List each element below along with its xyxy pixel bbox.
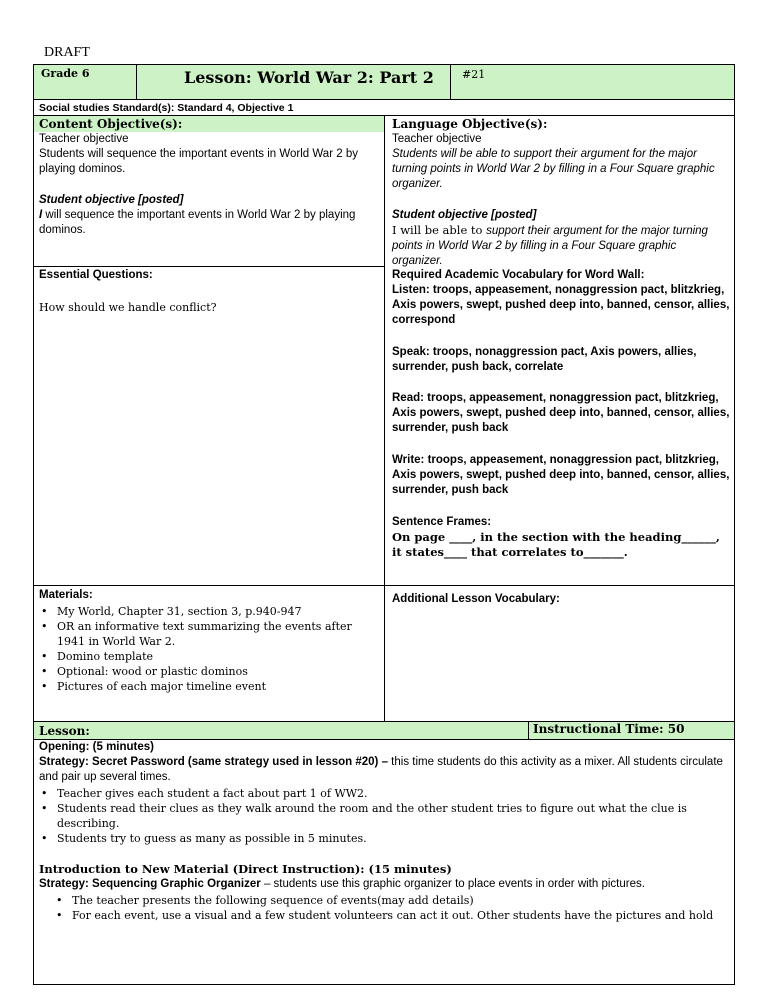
intro-step: • The teacher presents the following sequence of events(may add details) xyxy=(52,893,729,908)
language-student-objective xyxy=(392,223,730,269)
opening-steps xyxy=(37,786,729,846)
materials-item: • My World, Chapter 31, section 3, p.940-947 xyxy=(37,604,379,619)
language-teacher-label: Teacher objective xyxy=(392,133,482,145)
intro-strategy xyxy=(39,877,729,892)
content-objective-label: Content Objective(s): xyxy=(39,117,183,131)
instructional-time xyxy=(528,722,734,739)
essential-question: How should we handle conflict? xyxy=(39,301,217,314)
materials-item: • Pictures of each major timeline event xyxy=(37,679,379,694)
instructional-time-text: Instructional Time: 50 xyxy=(533,722,685,736)
opening-step: • Students read their clues as they walk around the room and the other student tries to figure out what the clue is describing. xyxy=(37,801,729,831)
header-divider xyxy=(136,65,137,99)
vocab-listen: Listen: troops, appeasement, nonaggression pact, blitzkrieg, Axis powers, swept, pushed deep into, banned, censor, allies, correspond xyxy=(392,284,730,326)
vocab-speak: Speak: troops, nonaggression pact, Axis powers, allies, surrender, push back, correlate xyxy=(392,346,697,373)
intro-heading: Introduction to New Material (Direct Instruction): (15 minutes) xyxy=(39,862,452,876)
language-student-label: Student objective [posted] xyxy=(392,209,537,221)
grade-label: Grade 6 xyxy=(41,67,90,80)
intro-strategy-text: – students use this graphic organizer to place events in order with pictures. xyxy=(260,878,645,890)
content-teacher-objective: Students will sequence the important events in World War 2 by playing dominos. xyxy=(39,148,358,175)
vocab-write: Write: troops, appeasement, nonaggression pact, blitzkrieg, Axis powers, swept, pushed deep into, banned, censor, allies, surrender, push back xyxy=(392,454,730,496)
lesson-plan-table xyxy=(33,64,735,985)
content-student-label: Student objective [posted] xyxy=(39,194,184,206)
opening-strategy-name: Strategy: Secret Password (same strategy used in lesson #20) – xyxy=(39,756,388,768)
vocab-label: Required Academic Vocabulary for Word Wall: xyxy=(392,269,645,281)
additional-vocab-label: Additional Lesson Vocabulary: xyxy=(392,593,560,605)
column-divider xyxy=(384,115,385,722)
standard-text: Social studies Standard(s): Standard 4, Objective 1 xyxy=(39,102,294,114)
materials-item: • Optional: wood or plastic dominos xyxy=(37,664,379,679)
opening-strategy-text: this time students do this activity as a mixer. All students circulate and pair up several times. xyxy=(39,756,723,783)
materials-list xyxy=(37,604,379,694)
materials-item: • OR an informative text summarizing the events after 1941 in World War 2. xyxy=(37,619,379,649)
lesson-header xyxy=(34,65,734,100)
lesson-label: Lesson: xyxy=(39,724,90,738)
lesson-title: Lesson: World War 2: Part 2 xyxy=(184,68,434,87)
header-divider xyxy=(450,65,451,99)
opening-step: • Students try to guess as many as possible in 5 minutes. xyxy=(37,831,729,846)
lesson-heading-bg xyxy=(34,722,528,739)
content-student-objective xyxy=(39,208,379,238)
opening-step: • Teacher gives each student a fact about part 1 of WW2. xyxy=(37,786,729,801)
sentence-frames-label: Sentence Frames: xyxy=(392,516,492,528)
vocab-read: Read: troops, appeasement, nonaggression pact, blitzkrieg, Axis powers, swept, pushed deep into, banned, censor, allies, surrender, push back xyxy=(392,392,730,434)
intro-steps xyxy=(52,893,729,923)
intro-step: • For each event, use a visual and a few student volunteers can act it out. Other students have the pictures and hold xyxy=(52,908,729,923)
materials-item: • Domino template xyxy=(37,649,379,664)
language-student-prefix: I will be able to xyxy=(392,223,487,237)
content-student-text: will sequence the important events in World War 2 by playing dominos. xyxy=(39,209,356,236)
opening-strategy xyxy=(39,755,729,785)
language-objective-label: Language Objective(s): xyxy=(392,117,548,131)
student-i: I xyxy=(39,209,43,221)
intro-strategy-name: Strategy: Sequencing Graphic Organizer xyxy=(39,878,261,890)
row-divider xyxy=(34,585,734,586)
language-teacher-objective: Students will be able to support their argument for the major turning points in World War 2 by filling in a Four Square graphic organizer. xyxy=(392,148,715,190)
lesson-number: #21 xyxy=(462,68,486,81)
language-student-text: support their argument for the major turning points in World War 2 by filling in a Four Square graphic organizer. xyxy=(392,225,708,267)
opening-heading: Opening: (5 minutes) xyxy=(39,741,154,753)
materials-label: Materials: xyxy=(39,589,93,601)
draft-label: DRAFT xyxy=(44,45,90,60)
essential-questions-label: Essential Questions: xyxy=(39,269,153,281)
content-teacher-label: Teacher objective xyxy=(39,133,129,145)
sentence-frames-text: On page ____, in the section with the heading______, it states____ that correlates to_______. xyxy=(392,530,720,559)
row-divider xyxy=(34,266,384,267)
